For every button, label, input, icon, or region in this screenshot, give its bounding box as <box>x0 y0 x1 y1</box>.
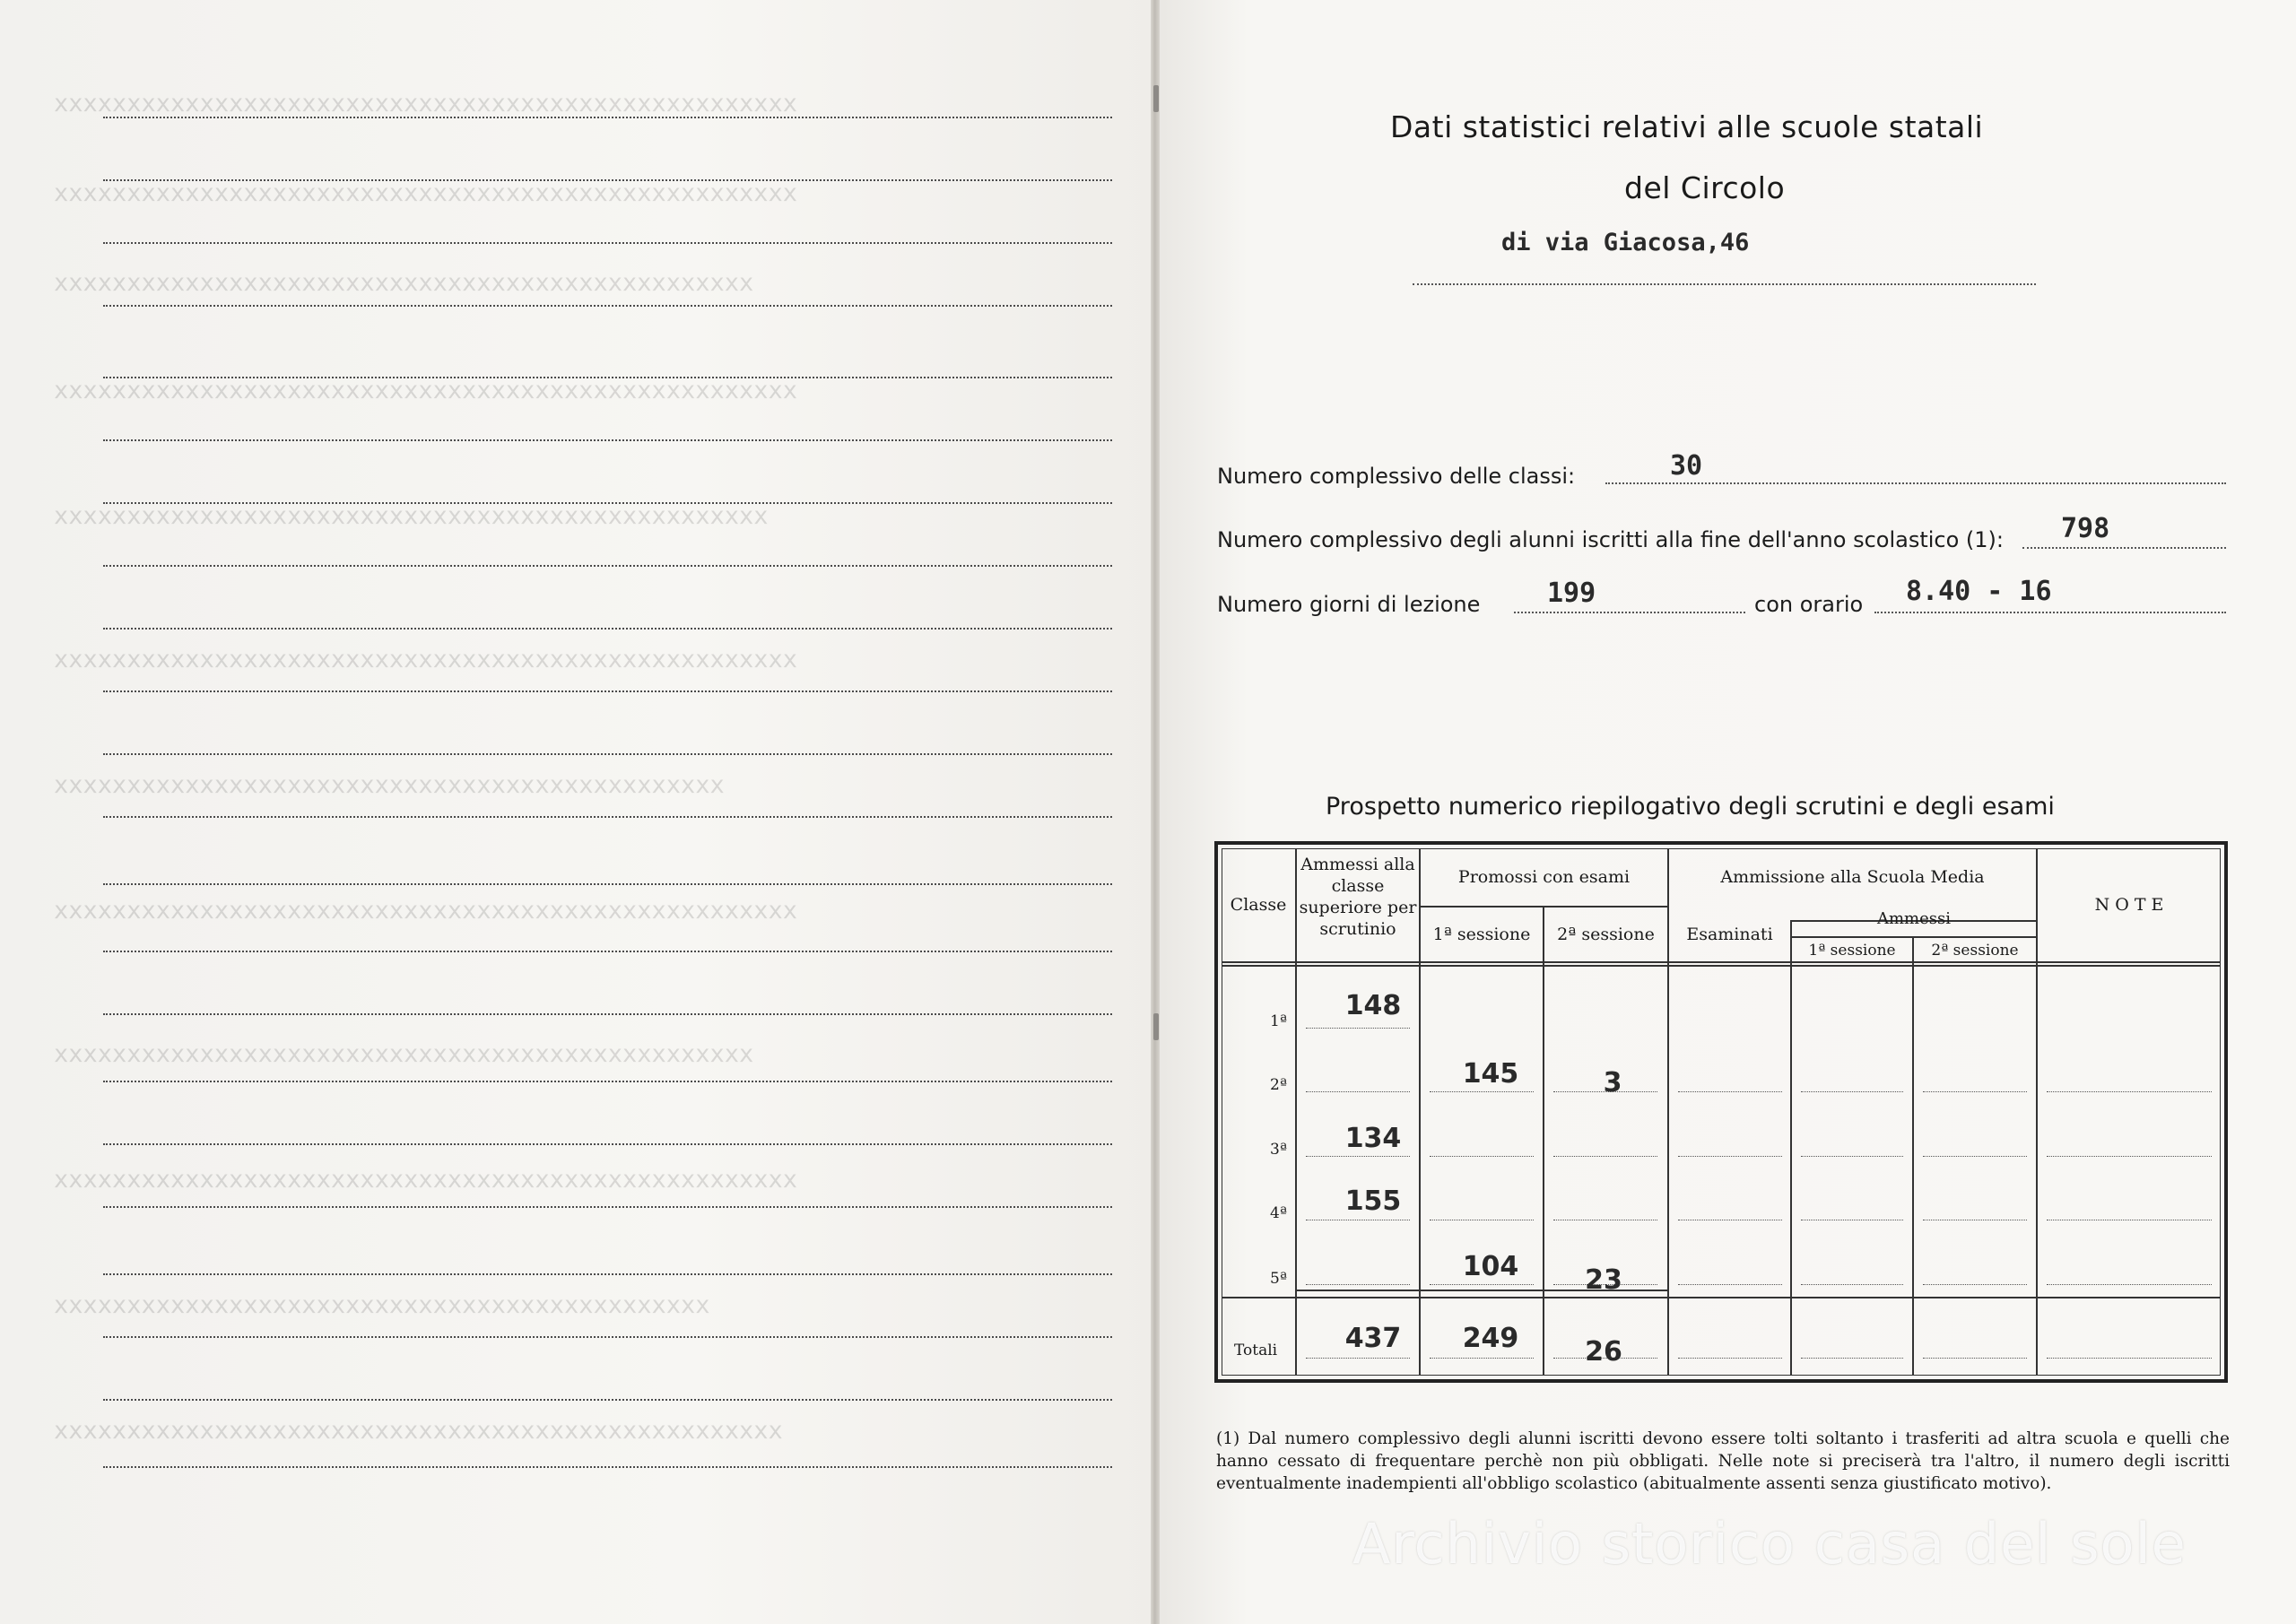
row-label-3: 3ª <box>1270 1141 1287 1159</box>
orario-line <box>1874 612 2226 613</box>
writing-line <box>103 1206 1112 1208</box>
giorni-line <box>1514 612 1745 613</box>
header-ammessi-sm: Ammessi <box>1876 909 1952 928</box>
cell-s1-5: 104 <box>1462 1251 1519 1282</box>
writing-line <box>103 1273 1112 1275</box>
writing-line <box>103 242 1112 244</box>
classi-line <box>1605 482 2226 484</box>
cell-s2-5: 23 <box>1585 1264 1622 1296</box>
alunni-value: 798 <box>2061 513 2110 544</box>
staple <box>1153 1013 1159 1040</box>
cell-s1-totali: 249 <box>1462 1323 1519 1354</box>
cell-ammessi-3: 134 <box>1344 1123 1402 1154</box>
cell-s2-2: 3 <box>1603 1067 1622 1099</box>
header-sessione2: 2ª sessione <box>1557 925 1655 944</box>
writing-line <box>103 1399 1112 1401</box>
header-promossi: Promossi con esami <box>1457 867 1631 887</box>
writing-line <box>103 628 1112 630</box>
cell-s2-totali: 26 <box>1585 1336 1622 1368</box>
alunni-line <box>2022 547 2226 549</box>
circolo-line <box>1413 283 2036 285</box>
cell-s1-2: 145 <box>1462 1058 1519 1090</box>
writing-line <box>103 1143 1112 1145</box>
cell-ammessi-totali: 437 <box>1344 1323 1402 1354</box>
writing-line <box>103 1013 1112 1015</box>
watermark: Archivio storico casa del sole <box>1352 1511 2187 1576</box>
orario-value: 8.40 - 16 <box>1906 576 2052 607</box>
circolo-name: di via Giacosa,46 <box>1501 229 1750 256</box>
writing-line <box>103 1081 1112 1082</box>
writing-line <box>103 502 1112 504</box>
header-ammessi: Ammessi alla classe superiore per scrutinio <box>1299 855 1417 939</box>
writing-line <box>103 883 1112 885</box>
header-note: N O T E <box>2094 895 2164 915</box>
header-esaminati: Esaminati <box>1686 925 1773 944</box>
staple <box>1153 85 1159 112</box>
cell-ammessi-1: 148 <box>1344 990 1402 1021</box>
writing-line <box>103 377 1112 378</box>
writing-line <box>103 439 1112 441</box>
header-ammissione: Ammissione alla Scuola Media <box>1720 867 1985 887</box>
writing-line <box>103 305 1112 307</box>
writing-line <box>103 565 1112 567</box>
bleed-through-text: xxxxxxxxxxxxxxxxxxxxxxxxxxxxxxxxxxxxxxxxxxxxxxxxxxx xxxxxxxxxxxxxxxxxxxxxxxxxxxxxxxxxxxxxxxxxxxxxxxxxxx xxxxxxxxxxxxxxxxxxxxxxxxxxxxxxxxxxxxxxxxxxxxxxxx xxxxxxxxxxxxxxxxxxxxxxxxxxxxxxxxxxxxxxxxxxxxxxxxxxx xxxxxxxxxxxxxxxxxxxxxxxxxxxxxxxxxxxxxxxxxxxxxxxxx xxxxxxxxxxxxxxxxxxxxxxxxxxxxxxxxxxxxxxxxxxxxxxxxxxx xxxxxxxxxxxxxxxxxxxxxxxxxxxxxxxxxxxxxxxxxxxxxx xxxxxxxxxxxxxxxxxxxxxxxxxxxxxxxxxxxxxxxxxxxxxxxxxxx xxxxxxxxxxxxxxxxxxxxxxxxxxxxxxxxxxxxxxxxxxxxxxxx xxxxxxxxxxxxxxxxxxxxxxxxxxxxxxxxxxxxxxxxxxxxxxxxxxx xxxxxxxxxxxxxxxxxxxxxxxxxxxxxxxxxxxxxxxxxxxxx xxxxxxxxxxxxxxxxxxxxxxxxxxxxxxxxxxxxxxxxxxxxxxxxxx <box>54 90 798 1445</box>
page-title-line1: Dati statistici relativi alle scuole statali <box>1390 109 1984 144</box>
alunni-label: Numero complessivo degli alunni iscritti alla fine dell'anno scolastico (1): <box>1217 527 2005 552</box>
book-spine <box>1151 0 1160 1624</box>
writing-line <box>103 1336 1112 1338</box>
giorni-label: Numero giorni di lezione <box>1217 592 1481 617</box>
writing-line <box>103 1466 1112 1468</box>
header-sm-sessione1: 1ª sessione <box>1808 942 1896 960</box>
header-classe: Classe <box>1230 895 1287 915</box>
cell-ammessi-4: 155 <box>1344 1185 1402 1217</box>
classi-label: Numero complessivo delle classi: <box>1217 464 1576 489</box>
header-sm-sessione2: 2ª sessione <box>1931 942 2019 960</box>
row-label-totali: Totali <box>1234 1342 1278 1359</box>
giorni-value: 199 <box>1547 578 1596 609</box>
header-sessione1: 1ª sessione <box>1432 925 1531 944</box>
row-label-5: 5ª <box>1270 1270 1287 1288</box>
row-label-2: 2ª <box>1270 1076 1287 1094</box>
table-heading: Prospetto numerico riepilogativo degli scrutini e degli esami <box>1326 793 2055 821</box>
writing-line <box>103 690 1112 692</box>
row-label-1: 1ª <box>1270 1012 1287 1030</box>
writing-line <box>103 816 1112 818</box>
row-label-4: 4ª <box>1270 1204 1287 1222</box>
classi-value: 30 <box>1670 450 1703 482</box>
orario-label: con orario <box>1754 592 1864 617</box>
footnote: (1) Dal numero complessivo degli alunni iscritti devono essere tolti soltanto i trasferiti ad altra scuola e quelli che hanno cessato di frequentare perchè non più obbligati. Nelle note si preciserà tra l'altro, il numero degli iscritti eventualmente inadempienti all'obbligo scolastico (abitualmente assenti senza giustificato motivo). <box>1216 1429 2230 1493</box>
writing-line <box>103 117 1112 118</box>
page-title-line2: del Circolo <box>1624 170 1786 205</box>
writing-line <box>103 753 1112 755</box>
writing-line <box>103 951 1112 952</box>
writing-line <box>103 179 1112 181</box>
